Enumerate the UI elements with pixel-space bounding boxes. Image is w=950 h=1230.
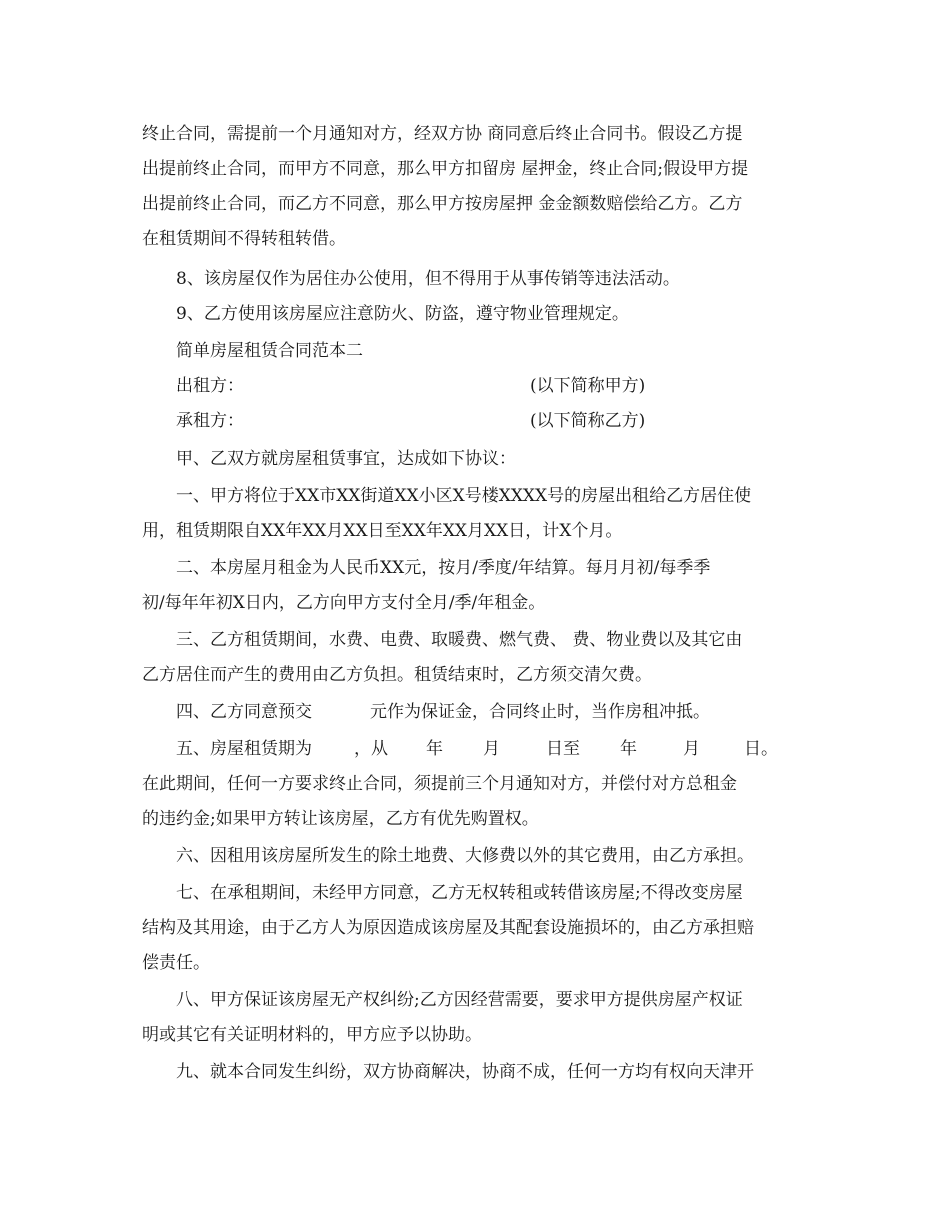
lessee-label: 承租方： (176, 411, 244, 431)
deposit-text-end: 元作为保证金，合同终止时，当作房租冲抵。 (370, 702, 710, 722)
clause-6-line: 六、因租用该房屋所发生的除土地费、大修费以外的其它费用，由乙方承担。 (176, 846, 754, 866)
clause-8: 8、该房屋仅作为居住办公使用，但不得用于从事传销等违法活动。 (176, 269, 680, 289)
clause-3-line: 乙方居住而产生的费用由乙方负担。租赁结束时，乙方须交清欠费。 (142, 665, 652, 685)
clause-5-line: 的违约金;如果甲方转让该房屋，乙方有优先购置权。 (142, 809, 539, 829)
clause-7-line: 七、在承租期间，未经甲方同意，乙方无权转租或转借该房屋;不得改变房屋 (176, 883, 743, 903)
term-part: 月 (483, 739, 500, 759)
term-part: 日。 (744, 739, 778, 759)
paragraph-line: 终止合同，需提前一个月通知对方，经双方协 商同意后终止合同书。假设乙方提 (142, 124, 743, 144)
lessor-label: 出租方： (176, 376, 244, 396)
term-part: 月 (683, 739, 700, 759)
section-title: 简单房屋租赁合同范本二 (176, 341, 363, 361)
term-part: 年 (426, 739, 443, 759)
clause-7-line: 偿责任。 (142, 953, 210, 973)
clause-5-line (176, 738, 778, 760)
paragraph-line: 出提前终止合同，而乙方不同意，那么甲方按房屋押 金金额数赔偿给乙方。乙方 (142, 194, 743, 214)
clause-7-line: 结构及其用途，由于乙方人为原因造成该房屋及其配套设施损坏的，由乙方承担赔 (142, 918, 754, 938)
clause-8-line: 八、甲方保证该房屋无产权纠纷;乙方因经营需要，要求甲方提供房屋产权证 (176, 990, 743, 1010)
term-part: ，从 (354, 739, 388, 759)
clause-1-line: 一、甲方将位于XX市XX街道XX小区X号楼XXXX号的房屋出租给乙方居住使 (176, 486, 752, 506)
paragraph-line: 出提前终止合同，而甲方不同意，那么甲方扣留房 屋押金，终止合同;假设甲方提 (142, 159, 749, 179)
clause-3-line: 三、乙方租赁期间，水费、电费、取暖费、燃气费、 费、物业费以及其它由 (176, 630, 743, 650)
deposit-text-start: 四、乙方同意预交 (176, 702, 312, 722)
lessee-note: (以下简称乙方) (530, 411, 646, 431)
lessor-note: (以下简称甲方) (530, 376, 646, 396)
clause-8-line: 明或其它有关证明材料的，甲方应予以协助。 (142, 1025, 482, 1045)
agreement-intro: 甲、乙双方就房屋租赁事宜，达成如下协议： (176, 449, 516, 469)
clause-2-line: 初/每年年初X日内，乙方向甲方支付全月/季/年租金。 (142, 593, 546, 613)
term-part: 年 (620, 739, 637, 759)
clause-9: 9、乙方使用该房屋应注意防火、防盗，遵守物业管理规定。 (176, 304, 629, 324)
clause-5-line: 在此期间，任何一方要求终止合同，须提前三个月通知对方，并偿付对方总租金 (142, 774, 737, 794)
clause-9-line: 九、就本合同发生纠纷，双方协商解决，协商不成，任何一方均有权向天津开 (176, 1062, 754, 1082)
term-part: 五、房屋租赁期为 (176, 739, 312, 759)
clause-4-line (176, 701, 710, 723)
clause-1-line: 用，租赁期限自XX年XX月XX日至XX年XX月XX日，计X个月。 (142, 521, 623, 541)
paragraph-line: 在租赁期间不得转租转借。 (142, 229, 346, 249)
clause-2-line: 二、本房屋月租金为人民币XX元，按月/季度/年结算。每月月初/每季季 (176, 558, 711, 578)
term-part: 日至 (546, 739, 580, 759)
